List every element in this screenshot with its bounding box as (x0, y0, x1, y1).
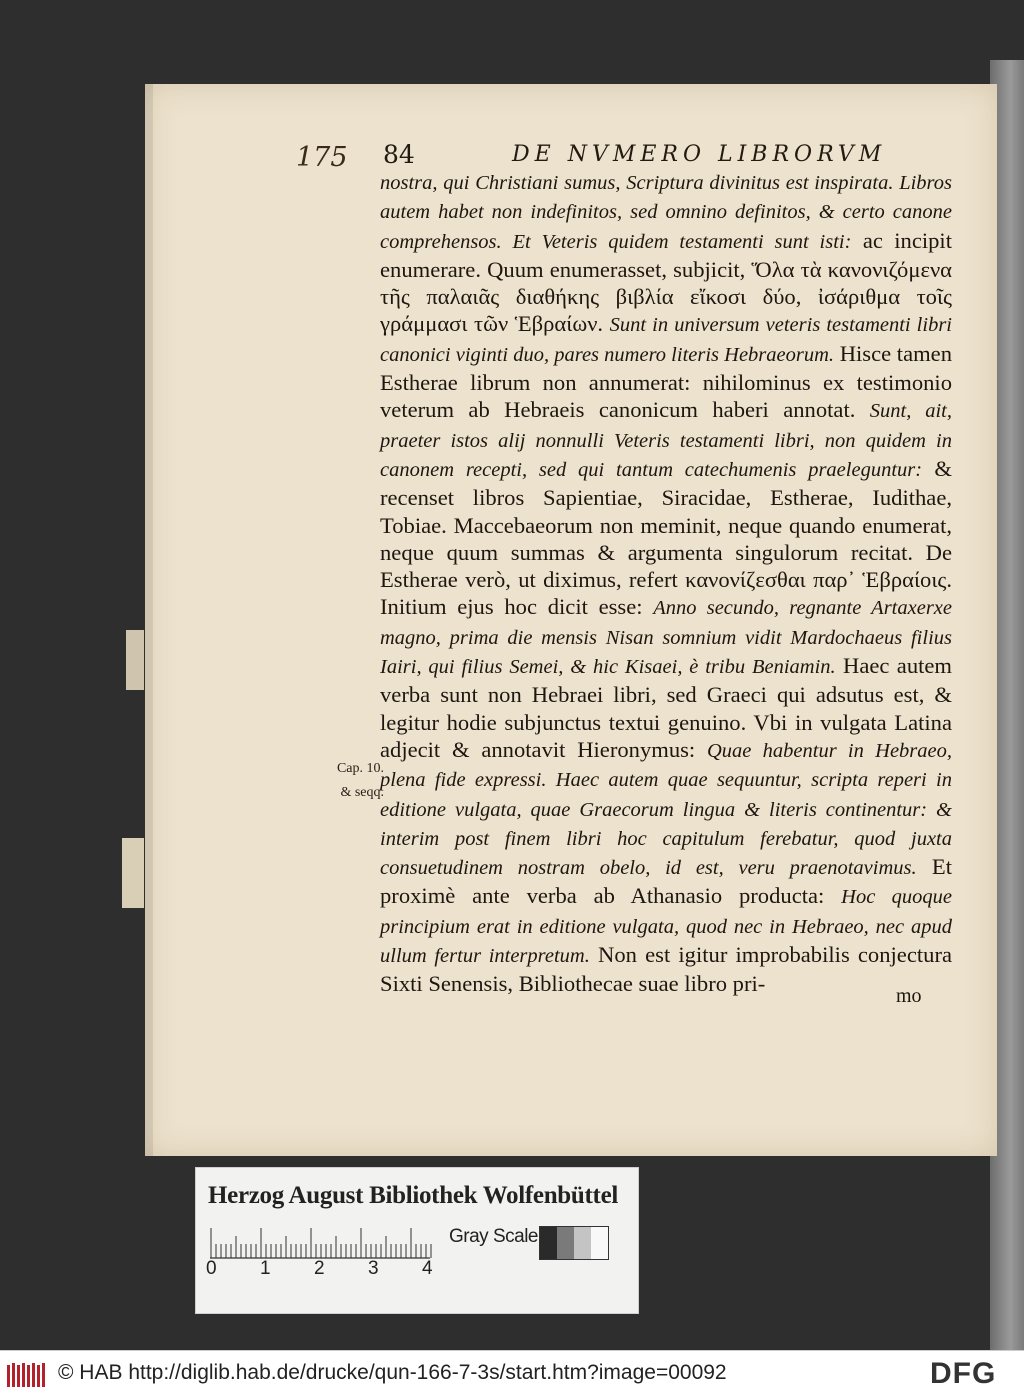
dfg-logo: DFG (930, 1357, 997, 1390)
italic-text: Quae habentur in Hebraeo, plena fide expressi. Haec autem quae sequuntur, scripta reperi in editione vulgata, quae Graecorum lingua & literis continentur: & interim post finem libri hoc capitulum ferebatur, quod juxta consuetudinem nostram obelo, id est, veru praenotavimus. (380, 739, 952, 880)
gray-scale-swatches (539, 1226, 609, 1260)
margin-note-line: & seqq. (340, 785, 384, 800)
hab-logo-icon (6, 1361, 46, 1389)
italic-text: Sunt in universum veteris testamenti libri canonici viginti duo, pares numero literis Hebraeorum. (380, 314, 952, 366)
roman-text: Hisce tamen Estherae librum non annumerat: nihilominus ex testimonio veterum ab Hebraeis canonicum haberi annotat. (380, 340, 952, 423)
handwritten-number: 175 (296, 142, 348, 173)
library-title: Herzog August Bibliothek Wolfenbüttel (208, 1182, 619, 1209)
roman-text: Et proximè ante verba ab Athanasio producta: (380, 854, 952, 909)
roman-text: & recenset libros Sapientiae, Siracidae, Estherae, Iudithae, Tobiae. Maccebaeorum non meminit, neque quando enumerat, neque quum summas & argumenta singulorum recitat. De Estherae verò, ut diximus, refert κανονίζεσθαι παρ᾽ Ἑβραίοις. Initium ejus hoc dicit esse: (380, 455, 952, 620)
ruler-number: 2 (314, 1258, 325, 1279)
roman-text: Non est igitur improbabilis conjectura Sixti Senensis, Bibliothecae suae libro pri- (380, 942, 952, 997)
italic-text: Anno secundo, regnante Artaxerxe magno, prima die mensis Nisan somnium vidit Mardochaeus filius Iairi, qui filius Semei, & hic Kisaei, è tribu Beniamin. (380, 597, 952, 679)
gray-swatch (591, 1227, 608, 1259)
ruler-icon (210, 1220, 432, 1260)
page-number: 84 (383, 140, 415, 169)
ruler-number: 1 (260, 1258, 271, 1279)
italic-text: Hoc quoque principium erat in editione vulgata, quod nec in Hebraeo, nec apud ullum fertur interpretum. (380, 886, 952, 968)
page-gutter-shadow (145, 84, 153, 1156)
catchword: mo (896, 985, 922, 1007)
running-head: DE NVMERO LIBRORVM (512, 142, 887, 167)
italic-text: Sunt, ait, praeter istos alij nonnulli Veteris testamenti libri, non quidem in canonem recepti, sed qui tantum catechumenis praeleguntur: (380, 400, 952, 481)
paper-tab (126, 630, 144, 690)
margin-note-line: Cap. 10. (336, 761, 384, 776)
roman-text: Haec autem verba sunt non Hebraei libri, sed Graeci qui adsutus est, & legitur hodie subjunctus textui genuino. Vbi in vulgata Latina adjecit & annotavit Hieronymus: (380, 653, 953, 762)
ruler-number: 3 (368, 1258, 379, 1279)
ruler-number: 0 (206, 1258, 217, 1279)
gray-scale-label: Gray Scale (449, 1226, 538, 1247)
ruler-numbers (206, 1258, 446, 1282)
gray-swatch (540, 1227, 557, 1259)
margin-note (314, 757, 384, 805)
italic-text: nostra, qui Christiani sumus, Scriptura divinitus est inspirata. Libros autem habet non indefinitos, sed omnino definitos, & certo canone comprehensos. Et Veteris quidem testamenti sunt isti: (380, 172, 952, 253)
color-scale-card (195, 1167, 639, 1314)
paragraph (380, 168, 952, 998)
ruler-number: 4 (422, 1258, 433, 1279)
gray-swatch (557, 1227, 574, 1259)
viewer-footer (0, 1350, 1024, 1398)
paper-tab (122, 838, 144, 908)
page-body-text (380, 168, 952, 998)
copyright-link[interactable]: © HAB http://diglib.hab.de/drucke/qun-166-7-3s/start.htm?image=00092 (58, 1361, 727, 1384)
roman-text: ac incipit enumerare. Quum enumerasset, subjicit, Ὅλα τὰ κανονιζόμενα τῆς παλαιᾶς διαθήκης βιβλία εἴκοσι δύο, ἰσάριθμα τοῖς γράμμασι τῶν Ἑβραίων. (380, 227, 952, 337)
gray-swatch (574, 1227, 591, 1259)
